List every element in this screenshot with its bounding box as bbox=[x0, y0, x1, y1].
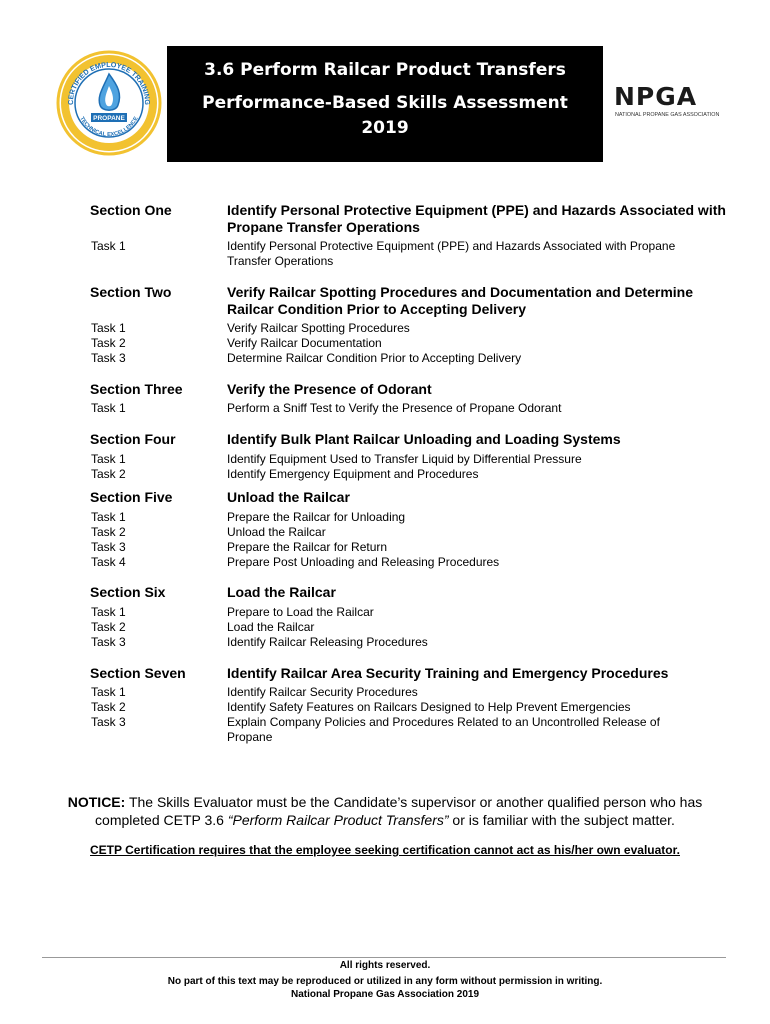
task-text: Perform a Sniff Test to Verify the Presence of Propane Odorant bbox=[227, 401, 562, 415]
section-title: Unload the Railcar bbox=[227, 489, 350, 505]
document-title: 3.6 Perform Railcar Product Transfers bbox=[204, 60, 566, 80]
section-name: Section One bbox=[90, 202, 172, 218]
section-name: Section Five bbox=[90, 489, 173, 505]
section-name: Section Four bbox=[90, 431, 176, 447]
task-label: Task 1 bbox=[91, 605, 126, 619]
seal-bottom-text: TECHNICAL EXCELLENCE bbox=[78, 115, 140, 139]
notice-text-after: or is familiar with the subject matter. bbox=[448, 812, 675, 828]
section-name: Section Two bbox=[90, 284, 172, 300]
footer-rights: All rights reserved. bbox=[339, 960, 431, 971]
title-box bbox=[167, 46, 603, 162]
task-text: Load the Railcar bbox=[227, 620, 315, 634]
task-text: Identify Emergency Equipment and Procedures bbox=[227, 467, 479, 481]
section-name: Section Seven bbox=[90, 665, 186, 681]
task-label: Task 2 bbox=[91, 336, 126, 350]
section-title: Load the Railcar bbox=[227, 584, 336, 600]
footer-divider bbox=[42, 957, 726, 958]
task-text: Identify Equipment Used to Transfer Liquid by Differential Pressure bbox=[227, 452, 582, 466]
section-name: Section Three bbox=[90, 381, 183, 397]
task-text: Identify Personal Protective Equipment (PPE) and Hazards Associated with Propane Transfer Operations bbox=[227, 239, 676, 268]
footer-copyright: National Propane Gas Association 2019 bbox=[290, 989, 480, 1000]
task-label: Task 3 bbox=[91, 635, 126, 649]
cetp-seal bbox=[56, 50, 162, 156]
task-text: Determine Railcar Condition Prior to Accepting Delivery bbox=[227, 351, 522, 365]
task-label: Task 1 bbox=[91, 239, 126, 253]
logo-wordmark: NPGA bbox=[614, 82, 698, 111]
task-text: Explain Company Policies and Procedures Related to an Uncontrolled Release of Propane bbox=[227, 715, 660, 744]
seal-graphic bbox=[56, 50, 162, 156]
section-title: Identify Bulk Plant Railcar Unloading and Loading Systems bbox=[227, 431, 621, 447]
section-title: Identify Personal Protective Equipment (PPE) and Hazards Associated with Propane Transfer Operations bbox=[227, 202, 726, 235]
document-subtitle: Performance-Based Skills Assessment bbox=[202, 93, 568, 113]
section-title: Verify Railcar Spotting Procedures and Documentation and Determine Railcar Condition Prior to Accepting Delivery bbox=[227, 284, 693, 317]
task-label: Task 1 bbox=[91, 401, 126, 415]
npga-logo bbox=[614, 82, 720, 122]
task-text: Identify Railcar Releasing Procedures bbox=[227, 635, 428, 649]
task-label: Task 3 bbox=[91, 715, 126, 729]
task-text: Prepare Post Unloading and Releasing Procedures bbox=[227, 555, 500, 569]
task-label: Task 1 bbox=[91, 685, 126, 699]
task-text: Verify Railcar Documentation bbox=[227, 336, 382, 350]
task-label: Task 2 bbox=[91, 700, 126, 714]
seal-center-text: PROPANE bbox=[93, 115, 125, 122]
task-label: Task 1 bbox=[91, 510, 126, 524]
task-text: Identify Railcar Security Procedures bbox=[227, 685, 418, 699]
task-text: Identify Safety Features on Railcars Designed to Help Prevent Emergencies bbox=[227, 700, 631, 714]
certification-note: CETP Certification requires that the employee seeking certification cannot act as his/her own evaluator. bbox=[90, 843, 680, 857]
section-title: Identify Railcar Area Security Training and Emergency Procedures bbox=[227, 665, 669, 681]
task-text: Prepare to Load the Railcar bbox=[227, 605, 374, 619]
notice-label: NOTICE: bbox=[67, 794, 126, 810]
task-text: Prepare the Railcar for Return bbox=[227, 540, 388, 554]
logo-subtext: NATIONAL PROPANE GAS ASSOCIATION bbox=[615, 112, 720, 118]
task-label: Task 3 bbox=[91, 540, 126, 554]
task-text: Prepare the Railcar for Unloading bbox=[227, 510, 406, 524]
task-text: Verify Railcar Spotting Procedures bbox=[227, 321, 410, 335]
task-label: Task 2 bbox=[91, 620, 126, 634]
document-year: 2019 bbox=[361, 118, 409, 138]
notice-paragraph bbox=[40, 793, 730, 829]
notice-course-title: “Perform Railcar Product Transfers” bbox=[227, 812, 449, 828]
task-label: Task 3 bbox=[91, 351, 126, 365]
task-label: Task 1 bbox=[91, 452, 126, 466]
task-label: Task 2 bbox=[91, 467, 126, 481]
footer-permission: No part of this text may be reproduced or utilized in any form without permission in writing. bbox=[167, 976, 603, 987]
task-label: Task 2 bbox=[91, 525, 126, 539]
notice-text-before: The Skills Evaluator must be the Candidate’s supervisor or another qualified person who has completed CETP 3.6 bbox=[95, 794, 703, 828]
task-label: Task 4 bbox=[91, 555, 126, 569]
task-label: Task 1 bbox=[91, 321, 126, 335]
seal-top-text: CERTIFIED EMPLOYEE TRAINING bbox=[65, 59, 153, 105]
task-text: Unload the Railcar bbox=[227, 525, 326, 539]
section-title: Verify the Presence of Odorant bbox=[227, 381, 432, 397]
section-name: Section Six bbox=[90, 584, 166, 600]
